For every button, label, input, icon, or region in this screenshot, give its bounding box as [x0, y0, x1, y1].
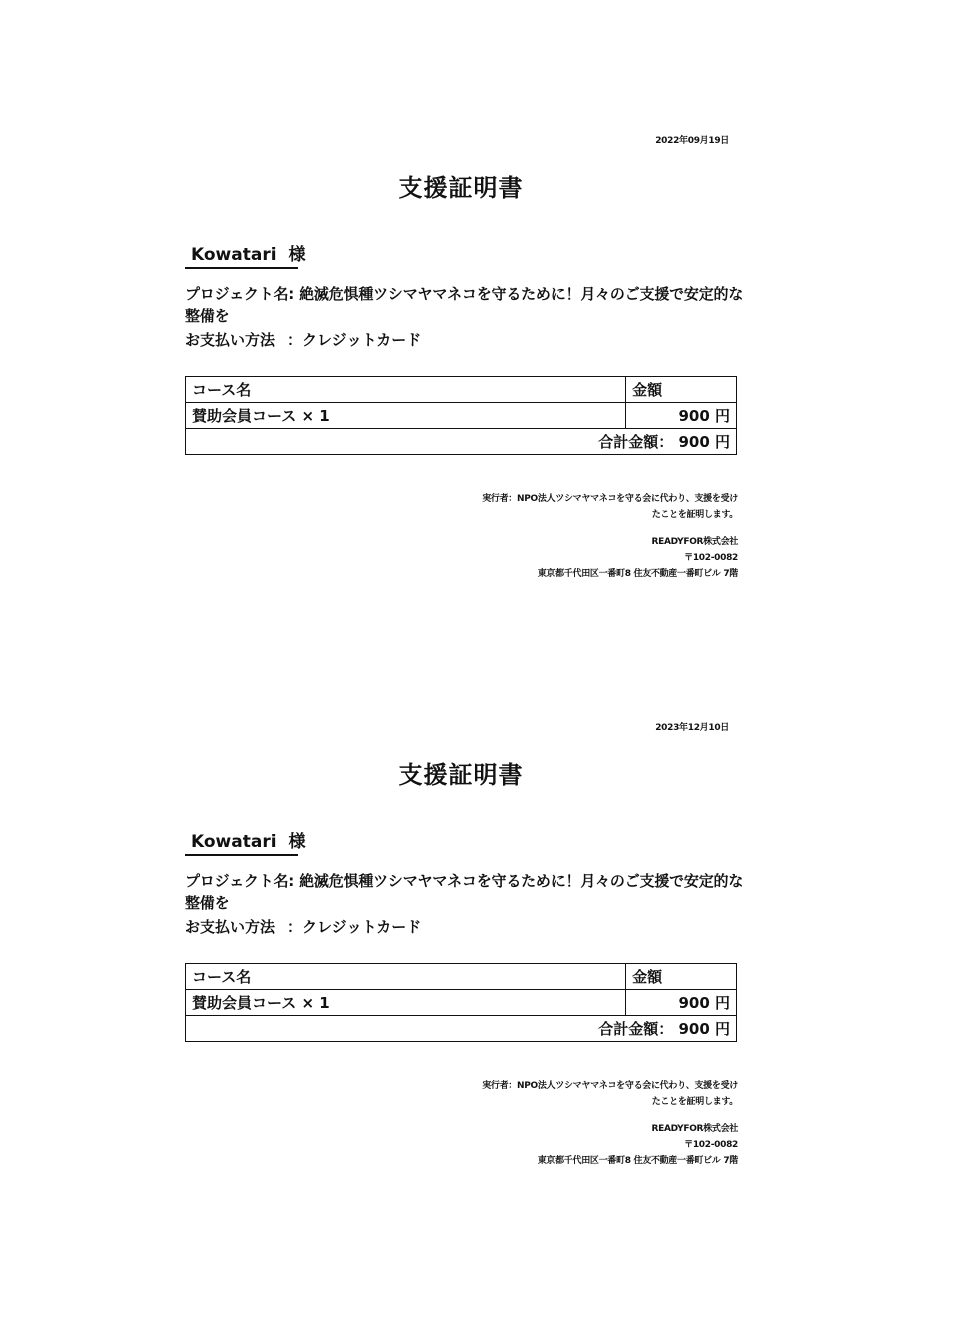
- table-header-row: [186, 964, 737, 990]
- certificate-title: 支援証明書: [398, 174, 524, 202]
- company-address: 東京都千代田区一番町8 住友不動産一番町ビル 7階: [537, 1156, 738, 1166]
- course-name: 賛助会員コース × 1: [186, 990, 626, 1016]
- header-course: コース名: [186, 377, 626, 403]
- total-row: [186, 429, 737, 455]
- recipient-name: Kowatari: [191, 832, 277, 852]
- recipient: [185, 830, 306, 856]
- issuer-line: たことを証明します。: [651, 510, 738, 520]
- recipient-honorific: 様: [288, 832, 306, 852]
- payment-method: [185, 329, 421, 351]
- postal-code: 〒102-0082: [684, 1140, 738, 1150]
- issue-date: 2022年09月19日: [655, 136, 729, 146]
- company-block: [538, 1121, 738, 1169]
- issuer-line: 実行者：NPO法人ツシマヤマネコを守る会に代わり、支援を受け: [482, 1081, 738, 1091]
- payment-label: お支払い方法: [185, 331, 276, 349]
- issuer-line: 実行者：NPO法人ツシマヤマネコを守る会に代わり、支援を受け: [482, 494, 738, 504]
- header-amount: 金額: [626, 377, 737, 403]
- payment-label: お支払い方法: [185, 918, 276, 936]
- total-row: [186, 1016, 737, 1042]
- course-table: [185, 963, 737, 1042]
- total-amount: 合計金額： 900 円: [186, 429, 737, 455]
- company-block: [538, 534, 738, 582]
- payment-value: ：クレジットカード: [287, 918, 422, 936]
- project-name: プロジェクト名: 絶滅危惧種ツシマヤマネコを守るために！月々のご支援で安定的な整備を: [185, 872, 744, 912]
- certificate-title: 支援証明書: [398, 761, 524, 789]
- course-name: 賛助会員コース × 1: [186, 403, 626, 429]
- issuer-statement: [482, 491, 738, 523]
- header-course: コース名: [186, 964, 626, 990]
- support-certificate: [0, 0, 960, 579]
- payment-method: [185, 916, 421, 938]
- course-table: [185, 376, 737, 455]
- company-name: READYFOR株式会社: [651, 537, 738, 547]
- course-amount: 900 円: [626, 403, 737, 429]
- total-amount: 合計金額： 900 円: [186, 1016, 737, 1042]
- table-header-row: [186, 377, 737, 403]
- company-name: READYFOR株式会社: [651, 1124, 738, 1134]
- postal-code: 〒102-0082: [684, 553, 738, 563]
- recipient-name: Kowatari: [191, 245, 277, 265]
- issuer-statement: [482, 1078, 738, 1110]
- issuer-line: たことを証明します。: [651, 1097, 738, 1107]
- recipient-honorific: 様: [288, 245, 306, 265]
- table-row: [186, 403, 737, 429]
- payment-value: ：クレジットカード: [287, 331, 422, 349]
- support-certificate: [0, 587, 960, 1166]
- course-amount: 900 円: [626, 990, 737, 1016]
- table-row: [186, 990, 737, 1016]
- project-name: プロジェクト名: 絶滅危惧種ツシマヤマネコを守るために！月々のご支援で安定的な整備を: [185, 285, 744, 325]
- recipient: [185, 243, 306, 269]
- header-amount: 金額: [626, 964, 737, 990]
- company-address: 東京都千代田区一番町8 住友不動産一番町ビル 7階: [537, 569, 738, 579]
- issue-date: 2023年12月10日: [655, 723, 729, 733]
